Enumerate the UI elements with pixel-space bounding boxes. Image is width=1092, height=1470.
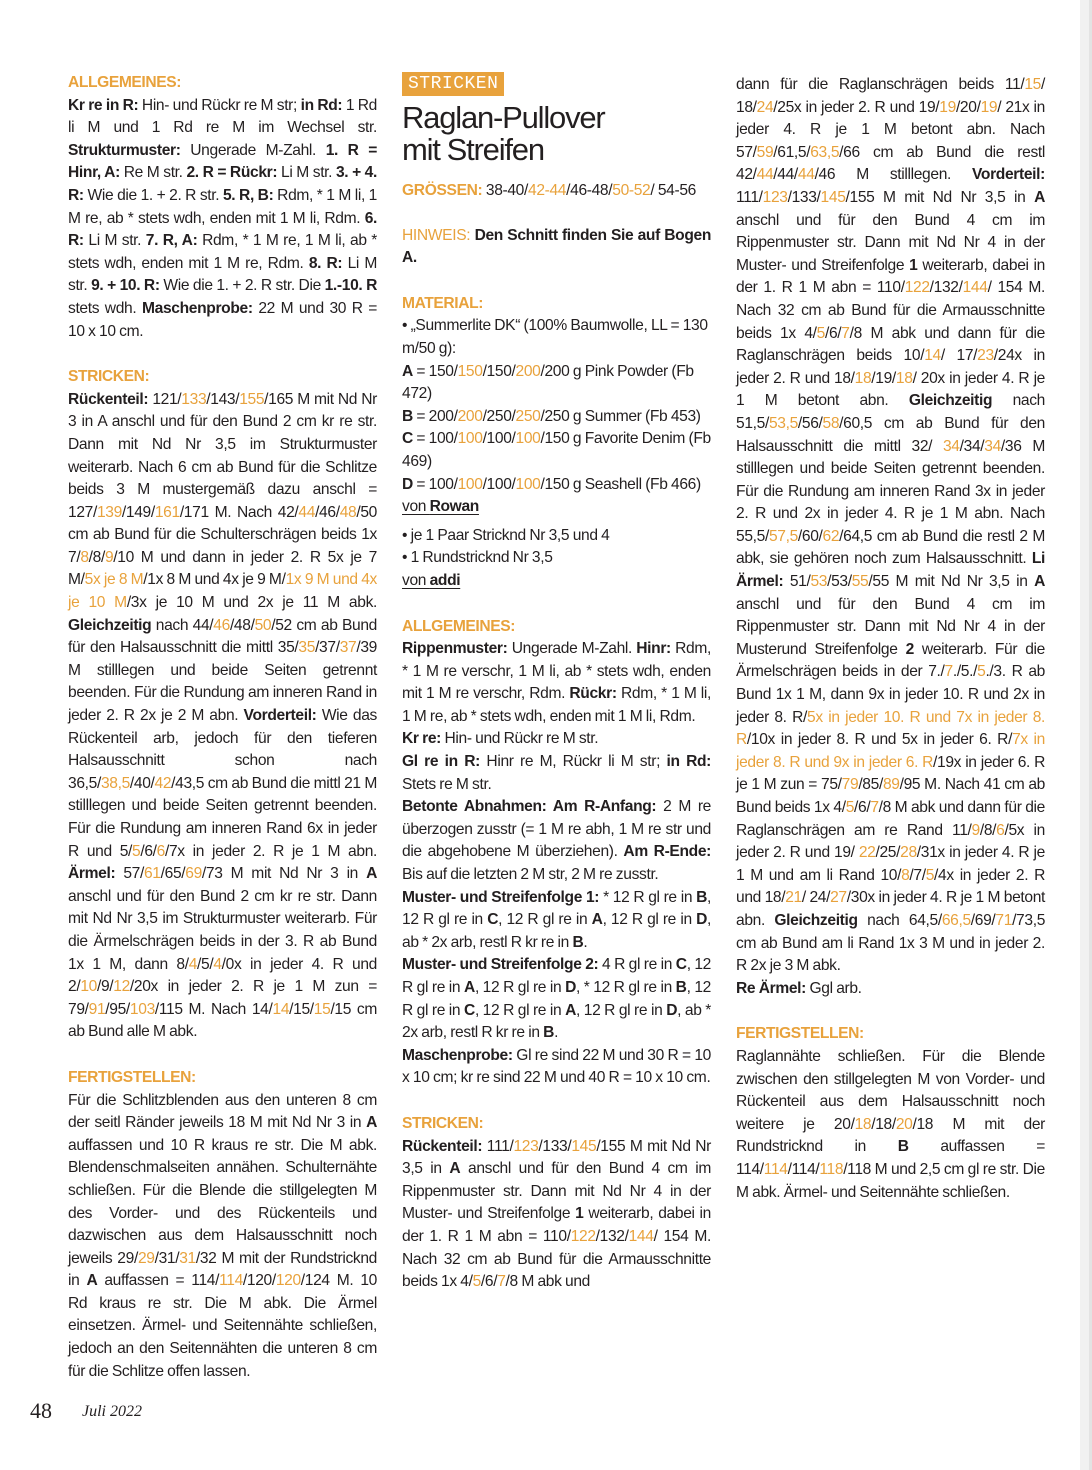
- issue-date: Juli 2022: [82, 1403, 142, 1420]
- section-heading-allgemeines-2: ALLGEMEINES:: [402, 617, 516, 635]
- material-yarn-list: • „Summerlite DK“ (100% Baumwolle, LL = 130 m/50 g): A = 150/150/150/200/200 g Pink Powder (Fb 472) B = 200/200/250/250/250 g Summer (Fb 453) C = 100/100/100/100/150 g Favorite Denim (Fb 469) D = 100/100/100/100/150 g Seashell (Fb 466) von Rowan: [402, 317, 711, 516]
- continued-text: dann für die Raglanschrägen beids 11/15/ 18/24/25x in jeder 2. R und 19/19/20/19/ 21x in jeder 4. R je 1 M betont abn. Nach 57/59/61,5/63,5/66 cm ab Bund die restl 42/44/44/44/46 M stilllegen. Vorderteil: 111/123/133/145/155 M mit Nd Nr 3,5 in A anschl und für den Bund 4 cm im Rippenmuster str. Dann mit Nd Nr 4 in der Muster- und Streifenfolge 1 weiterarb, dabei in der 1. R 1 M abn = 110/122/132/144/ 154 M. Nach 32 cm ab Bund für die Armausschnitte beids 1x 4/5/6/7/8 M abk und dann für die Raglanschrägen beids 10/14/ 17/23/24x in jeder 2. R und 18/18/19/18/ 20x in jeder 4. R je 1 M betont abn. Gleichzeitig nach 51,5/53,5/56/58/60,5 cm ab Bund für den Halsausschnitt die mittl 32/ 34/34/34/36 M stilllegen und beide Seiten getrennt beenden. Für die Rundung am inneren Rand 3x in jeder 2. R und 2x in jeder 4. R je 1 M abn. Nach 55,5/57,5/60/62/64,5 cm ab Bund die restl 2 M abk, sie gehören noch zum Halsausschnitt. Li Ärmel: 51/53/53/55/55 M mit Nd Nr 3,5 in A anschl und für den Bund 4 cm im Rippenmuster str. Dann mit Nd Nr 4 in der Musterund Streifenfolge 2 weiterarb. Für die Ärmelschrägen beids in der 7./7./5./5./3. R ab Bund 1x 1 M, dann 9x in jeder 10. R und 2x in jeder 8. R/5x in jeder 10. R und 7x in jeder 8. R/10x in jeder 8. R und 5x in jeder 6. R/7x in jeder 8. R und 9x in jeder 6. R/19x in jeder 6. R je 1 M zun = 75/79/85/89/95 M. Nach 41 cm ab Bund beids 1x 4/5/6/7/8 M abk und dann für die Raglanschrägen am re Rand 11/9/8/6/5x in jeder 2. R und 19/ 22/25/28/31x in jeder 4. R je 1 M und am li Rand 10/8/7/5/4x in jeder 2. R und 18/21/ 24/27/30x in jeder 4. R je 1 M betont abn. Gleichzeitig nach 64,5/66,5/69/71/73,5 cm ab Bund am li Rand 1x 3 M und in jeder 2. R 2x je 3 M abk. Re Ärmel: Ggl arb.: [736, 76, 1046, 997]
- article-title: [402, 102, 711, 166]
- section-heading-stricken: STRICKEN:: [68, 368, 150, 386]
- material-needle-list: • je 1 Paar Stricknd Nr 3,5 und 4 • 1 Rundstricknd Nr 3,5 von addi: [402, 526, 610, 589]
- stricken-2-text: Rückenteil: 111/123/133/145/155 M mit Nd Nr 3,5 in A anschl und für den Bund 4 cm im Rippenmuster str. Dann mit Nd Nr 4 in der Muster- und Streifenfolge 1 weiterarb, dabei in der 1. R 1 M abn = 110/122/132/144/ 154 M. Nach 32 cm ab Bund für die Armausschnitte beids 1x 4/5/6/7/8 M abk und: [402, 1137, 711, 1291]
- category-tag: STRICKEN: [402, 72, 504, 96]
- column-right: [736, 74, 1045, 1204]
- allgemeines-text: Kr re in R: Hin- und Rückr re M str; in Rd: 1 Rd li M und 1 Rd re M im Wechsel str. Strukturmuster: Ungerade M-Zahl. 1. R = Hinr, A: Re M str. 2. R = Rückr: Li M str. 3. + 4. R: Wie die 1. + 2. R str. 5. R, B: Rdm, * 1 M li, 1 M re, ab * stets wdh, enden mit 1 M li, Rdm. 6. R: Li M str. 7. R, A: Rdm, * 1 M re, 1 M li, ab * stets wdh, enden mit 1 M re, Rdm. 8. R: Li M str. 9. + 10. R: Wie die 1. + 2. R str. Die 1.-10. R stets wdh. Maschenprobe: 22 M und 30 R = 10 x 10 cm.: [68, 96, 378, 340]
- fertigstellen-text: Für die Schlitzblenden aus den unteren 8 cm der seitl Ränder jeweils 18 M mit Nd Nr 3 in A auffassen und 10 R kraus re str. Die M abk. Blendenschmalseiten annähen. Schulternähte schließen. Für die Blende die stillgelegten M des Vorder- und des Rückenteils und dazwischen aus dem Halsausschnitt noch jeweils 29/29/31/31/32 M mit der Rundstricknd in A auffassen = 114/114/120/120/124 M. 10 Rd kraus re str. Die M abk. Die Ärmel einsetzen. Ärmel- und Seitennähte schließen, jedoch an den Seitennähten die unteren 8 cm für die Schlitze offen lassen.: [68, 1091, 377, 1380]
- hint-text: HINWEIS: Den Schnitt finden Sie auf Bogen A.: [402, 226, 712, 267]
- title-line-1: Raglan-Pullover: [402, 100, 605, 135]
- allgemeines-2-text: Rippenmuster: Ungerade M-Zahl. Hinr: Rdm, * 1 M re verschr, 1 M li, ab * stets wdh, enden mit 1 M re verschr, Rdm. Rückr: Rdm, * 1 M li, 1 M re, ab * stets wdh, enden mit 1 M li, Rdm. Kr re: Hin- und Rückr re M str. Gl re in R: Hinr re M, Rückr li M str; in Rd: Stets re M str. Betonte Abnahmen: Am R-Anfang: 2 M re überzogen zusstr (= 1 M re abh, 1 M re str und die abgehobene M überziehen). Am R-Ende: Bis auf die letzten 2 M str, 2 M re zusstr. Muster- und Streifenfolge 1: * 12 R gl re in B, 12 R gl re in C, 12 R gl re in A, 12 R gl re in D, ab * 2x arb, restl R kr re in B. Muster- und Streifenfolge 2: 4 R gl re in C, 12 R gl re in A, 12 R gl re in D, * 12 R gl re in B, 12 R gl re in C, 12 R gl re in A, 12 R gl re in D, ab * 2x arb, restl R kr re in B. Maschenprobe: Gl re sind 22 M und 30 R = 10 x 10 cm; kr re sind 22 M und 40 R = 10 x 10 cm.: [402, 640, 712, 1087]
- stricken-text: Rückenteil: 121/133/143/155/165 M mit Nd Nr 3 in A anschl und für den Bund 2 cm kr re str. Dann mit Nd Nr 3,5 im Strukturmuster weiterarb. Nach 6 cm ab Bund für die Schlitze beids 3 M mustergemäß dazu anschl = 127/139/149/161/171 M. Nach 42/44/46/48/50 cm ab Bund für die Schulterschrägen beids 1x 7/8/8/9/10 M und dann in jeder 2. R 5x je 7 M/5x je 8 M/1x 8 M und 4x je 9 M/1x 9 M und 4x je 10 M/3x je 10 M und 2x je 11 M abk. Gleichzeitig nach 44/46/48/50/52 cm ab Bund für den Halsausschnitt die mittl 35/35/37/37/39 M stilllegen und beide Seiten getrennt beenden. Für die Rundung am inneren Rand in jeder 2. R 2x je 2 M abn. Vorderteil: Wie das Rückenteil arb, jedoch für den tieferen Halsausschnitt schon nach 36,5/38,5/40/42/43,5 cm ab Bund die mittl 21 M stilllegen und beide Seiten getrennt beenden. Für die Rundung am inneren Rand 6x in jeder R und 5/5/6/6/7x in jeder 2. R je 1 M abn. Ärmel: 57/61/65/69/73 M mit Nd Nr 3 in A anschl und für den Bund 2 cm kr re str. Dann mit Nd Nr 3,5 im Strukturmuster weiterarb. Für die Ärmelschrägen beids in der 3. R ab Bund 1x 1 M, dann 8/4/5/4/0x in jeder 4. R und 2/10/9/12/20x in jeder 2. R je 1 M zun = 79/91/95/103/115 M. Nach 14/14/15/15/15 cm ab Bund alle M abk.: [68, 390, 378, 1041]
- sizes-text: GRÖSSEN: 38-40/42-44/46-48/50-52/ 54-56: [402, 182, 696, 199]
- page-number: 48: [30, 1398, 52, 1423]
- title-line-2: mit Streifen: [402, 132, 544, 167]
- section-heading-material: MATERIAL:: [402, 294, 483, 312]
- section-heading-stricken-2: STRICKEN:: [402, 1114, 484, 1132]
- section-heading-fertigstellen: FERTIGSTELLEN:: [68, 1068, 196, 1086]
- section-heading-allgemeines: ALLGEMEINES:: [68, 74, 182, 91]
- fertigstellen-2-text: Raglannähte schließen. Für die Blende zwischen den stillgelegten M von Vorder- und Rückenteil aus dem Halsausschnitt noch weitere je 20/18/18/20/18 M mit der Rundstricknd in B auffassen = 114/114/114/118/118 M und 2,5 cm gl re str. Die M abk. Ärmel- und Seitennähte schließen.: [736, 1047, 1045, 1201]
- column-left: [68, 72, 377, 1383]
- column-middle: [402, 72, 711, 1294]
- section-heading-fertigstellen-2: FERTIGSTELLEN:: [736, 1025, 864, 1043]
